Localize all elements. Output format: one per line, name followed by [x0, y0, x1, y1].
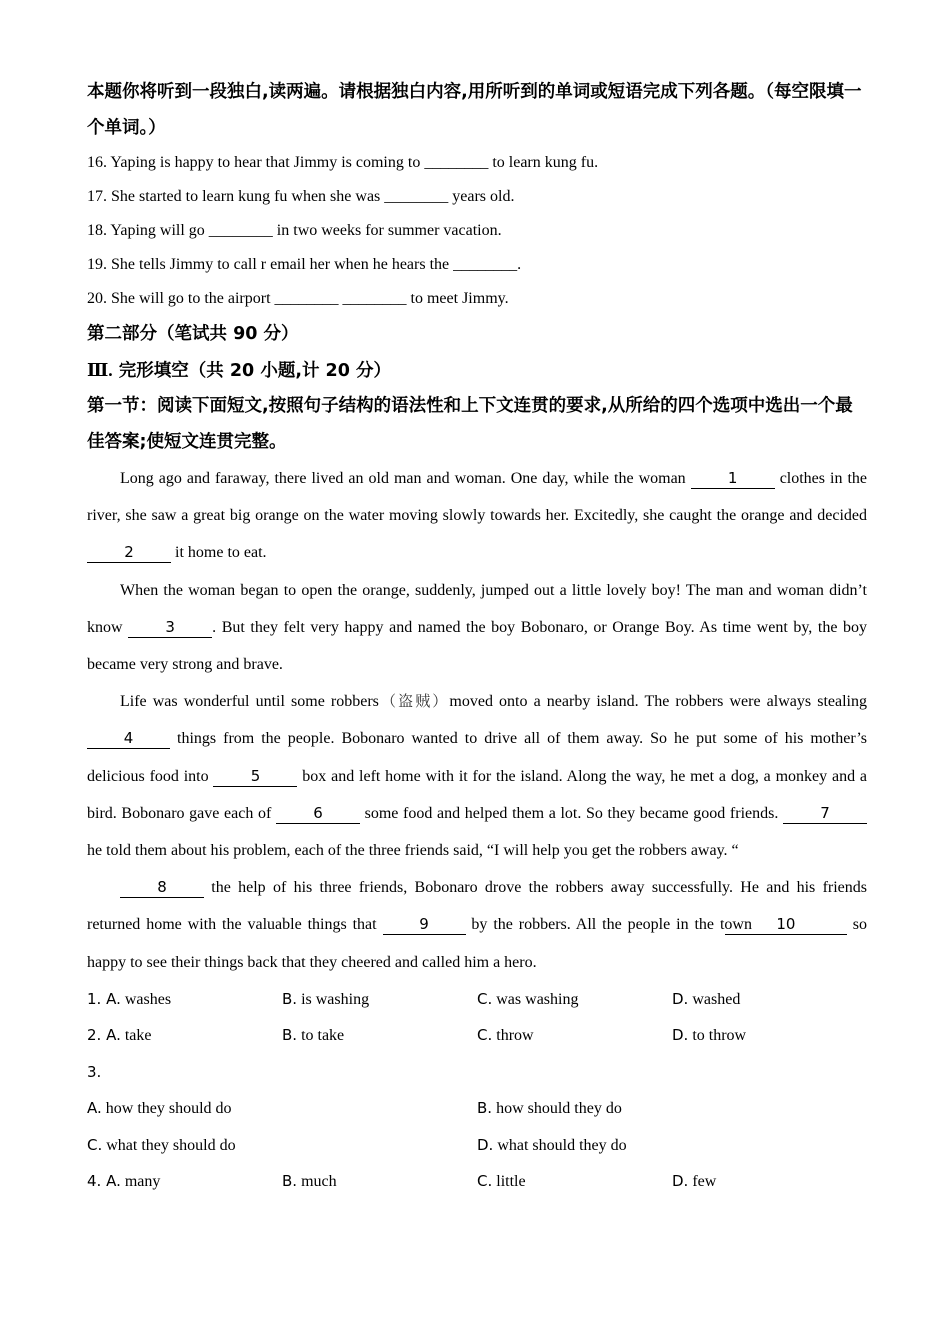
option-label: C.: [477, 1172, 493, 1191]
option-text: much: [297, 1173, 337, 1191]
passage-text: clothes in the river, she saw a great big orange on the water moving slowly towards her. Excitedly, she caught the orange and decided: [87, 470, 868, 525]
passage-text: Long ago and faraway, there lived an old man and woman. One day, while the woman: [120, 470, 691, 487]
option-label: C.: [477, 989, 493, 1008]
part2-title: 第二部分（笔试共 90 分）: [87, 324, 299, 344]
passage-text: so happy to see their things back that they cheered and called him a hero.: [87, 916, 867, 971]
option-text: what they should do: [102, 1136, 236, 1154]
blank-1: 1: [691, 468, 775, 489]
option-2c[interactable]: [477, 1017, 672, 1054]
options-q2: [87, 1017, 867, 1054]
section-roman-numeral: Ⅲ.: [87, 360, 113, 380]
passage-text: When the woman began to open the orange, suddenly, jumped out a little lovely boy! The man and woman didn’t know: [87, 581, 867, 636]
question-17: 17. She started to learn kung fu when she was ________ years old.: [87, 188, 515, 205]
option-label: 1. A.: [87, 989, 121, 1008]
option-text: few: [688, 1173, 717, 1191]
option-text: to throw: [688, 1027, 747, 1045]
option-text: throw: [492, 1027, 534, 1045]
option-label: D.: [477, 1135, 494, 1154]
option-label: B.: [282, 1026, 298, 1045]
option-label: D.: [672, 1026, 689, 1045]
passage-text: things from the people. Bobonaro wanted to drive all of them away. So he put some of his mother’s delicious food into: [87, 730, 867, 785]
option-text: washes: [120, 990, 172, 1008]
passage-text: . But they felt very happy and named the boy Bobonaro, or Orange Boy. As time went by, the boy became very strong and brave.: [87, 618, 868, 674]
option-2b[interactable]: [282, 1017, 477, 1054]
option-text: many: [120, 1173, 161, 1191]
passage-paragraph-4: [87, 869, 867, 981]
option-1d[interactable]: [672, 981, 867, 1018]
option-label: C.: [477, 1026, 493, 1045]
question-16: 16. Yaping is happy to hear that Jimmy is coming to ________ to learn kung fu.: [87, 154, 599, 171]
blank-6: 6: [276, 803, 360, 824]
passage-paragraph-1: [87, 460, 867, 572]
option-text: was washing: [492, 990, 579, 1008]
option-label: C.: [87, 1135, 103, 1154]
question-19: 19. She tells Jimmy to call r email her when he hears the ________.: [87, 256, 522, 273]
passage-paragraph-2: [87, 572, 867, 684]
passage-paragraph-3: [87, 683, 867, 869]
option-text: to take: [297, 1027, 345, 1045]
passage-text: by the robbers. All the people in the town: [465, 916, 758, 934]
option-label: D.: [672, 1172, 689, 1191]
blank-2: 2: [87, 542, 171, 563]
option-label: 4. A.: [87, 1172, 121, 1191]
cloze-passage: [87, 460, 867, 981]
blank-5: 5: [213, 766, 297, 787]
question-20: 20. She will go to the airport ________ ________ to meet Jimmy.: [87, 290, 509, 307]
option-3a[interactable]: [87, 1090, 477, 1127]
option-label: 2. A.: [87, 1026, 121, 1045]
option-3c[interactable]: [87, 1127, 477, 1164]
passage-text: Life was wonderful until some robbers: [120, 693, 379, 711]
passage-text: he told them about his problem, each of the three friends said, “I will help you get the robbers away. “: [87, 842, 739, 860]
question-3-number: [87, 1054, 282, 1091]
option-1b[interactable]: [282, 981, 477, 1018]
blank-4: 4: [87, 728, 170, 749]
passage-text: it home to eat.: [171, 544, 267, 562]
blank-3: 3: [128, 617, 212, 638]
blank-8: 8: [120, 877, 204, 898]
option-4b[interactable]: [282, 1163, 477, 1200]
option-text: what should they do: [493, 1136, 627, 1154]
option-text: washed: [688, 990, 741, 1008]
option-text: take: [120, 1027, 152, 1045]
section-3-title: [87, 352, 867, 388]
option-4a[interactable]: [87, 1163, 282, 1200]
option-1a[interactable]: [87, 981, 282, 1018]
option-text: is washing: [297, 990, 370, 1008]
option-2a[interactable]: [87, 1017, 282, 1054]
passage-text: some food and helped them a lot. So they became good friends.: [359, 804, 783, 822]
option-label: 3.: [87, 1062, 102, 1081]
option-label: B.: [282, 1172, 298, 1191]
passage-text: box and left home with it for the island. Along the way, he met a dog, a monkey and a bird. Bobonaro gave each of: [87, 767, 868, 822]
option-label: D.: [672, 989, 689, 1008]
option-4c[interactable]: [477, 1163, 672, 1200]
option-3d[interactable]: [477, 1127, 867, 1164]
options-q3-ab: [87, 1090, 867, 1127]
answer-options: [87, 981, 867, 1200]
options-q3-cd: [87, 1127, 867, 1164]
option-1c[interactable]: [477, 981, 672, 1018]
blank-7: 7: [783, 803, 867, 824]
option-label: B.: [282, 989, 298, 1008]
cloze-instruction: 第一节：阅读下面短文,按照句子结构的语法性和上下文连贯的要求,从所给的四个选项中选出一个最佳答案;使短文连贯完整。: [87, 396, 853, 452]
options-q1: [87, 981, 867, 1018]
option-2d[interactable]: [672, 1017, 867, 1054]
options-q4: [87, 1163, 867, 1200]
option-text: little: [492, 1173, 526, 1191]
robbers-gloss: （盗贼）: [378, 692, 450, 711]
option-text: how should they do: [492, 1100, 622, 1118]
passage-text: the help of his three friends, Bobonaro drove the robbers away successfully. He and his friends returned home with the valuable things that: [87, 879, 867, 934]
option-label: B.: [477, 1099, 493, 1118]
section-title-text: 完形填空（共 20 小题,计 20 分）: [112, 361, 392, 381]
listening-instruction: 本题你将听到一段独白,读两遍。请根据独白内容,用所听到的单词或短语完成下列各题。（每空限填一个单词。）: [87, 82, 862, 138]
question-18: 18. Yaping will go ________ in two weeks for summer vacation.: [87, 222, 502, 239]
blank-9: 9: [383, 914, 466, 935]
listening-questions: [87, 146, 867, 316]
option-3b[interactable]: [477, 1090, 867, 1127]
option-text: how they should do: [101, 1100, 232, 1118]
exam-page: [87, 74, 867, 1200]
option-4d[interactable]: [672, 1163, 867, 1200]
passage-text: moved onto a nearby island. The robbers were always stealing: [449, 693, 867, 711]
blank-10: 10: [725, 914, 847, 935]
option-label: A.: [87, 1099, 102, 1118]
options-q3-number: [87, 1054, 867, 1091]
